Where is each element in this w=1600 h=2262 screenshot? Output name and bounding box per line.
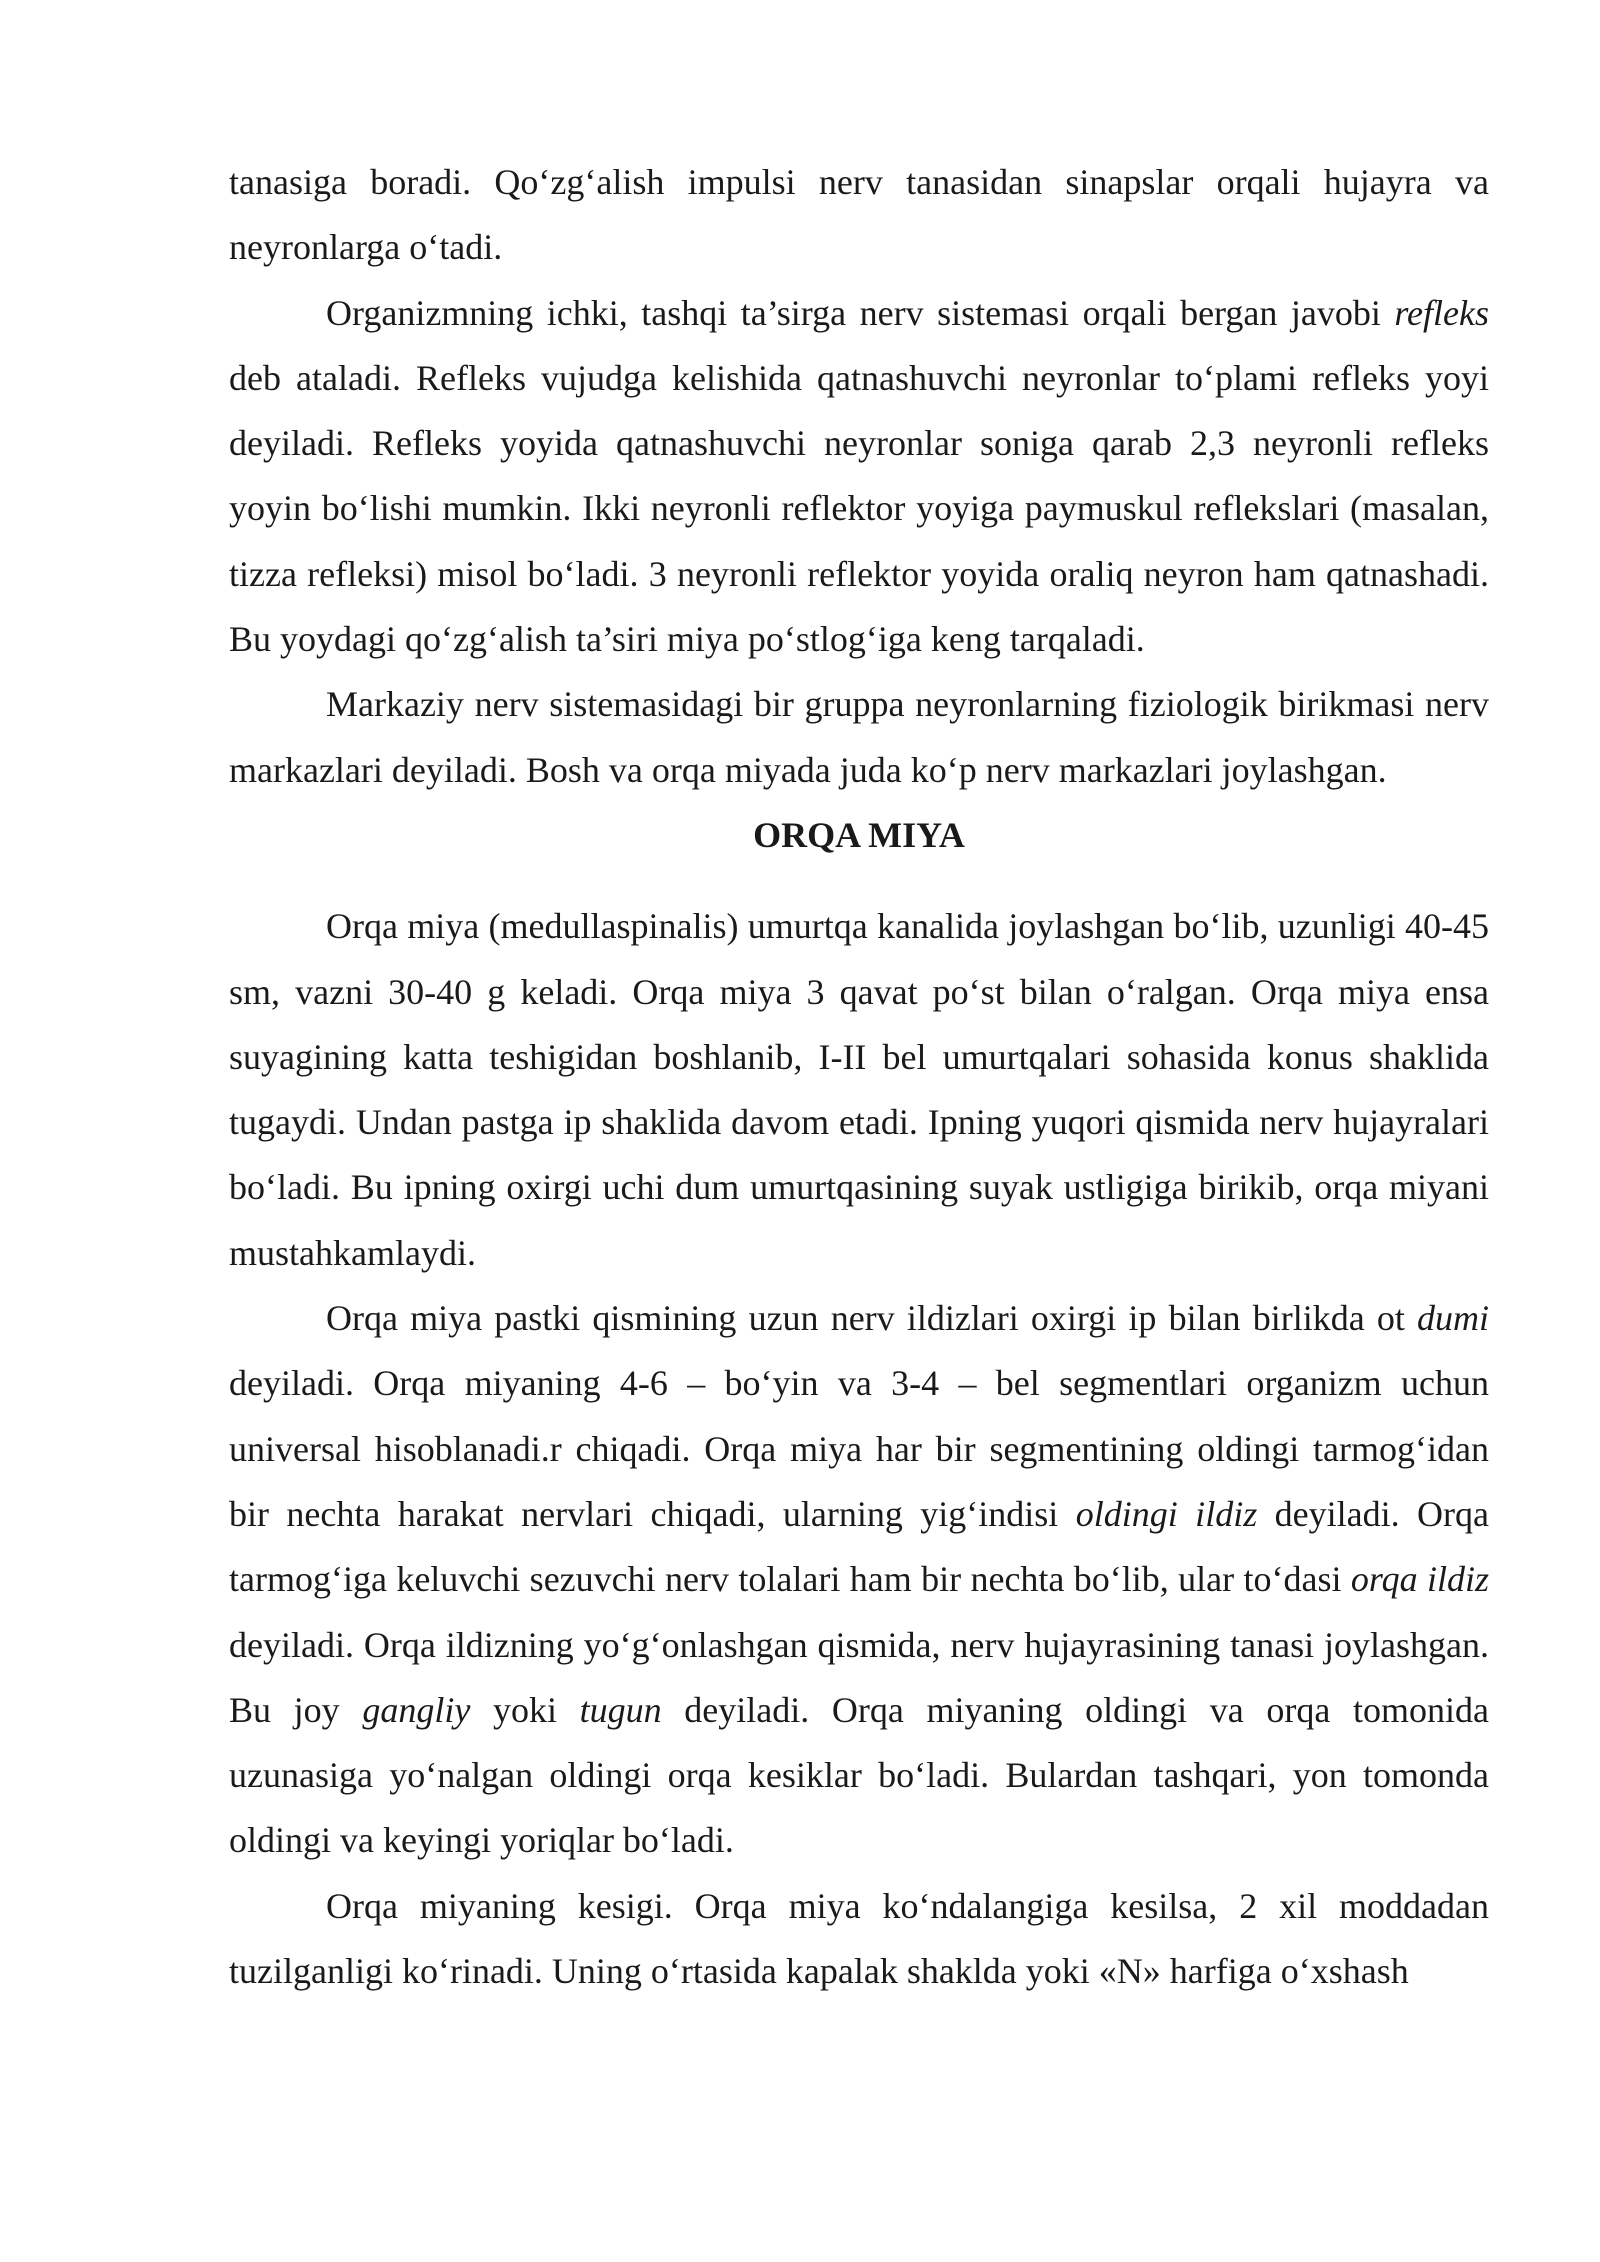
paragraph-2-text-a: Organizmning ichki, tashqi ta’sirga nerv sistemasi orqali bergan javobi <box>326 292 1395 333</box>
paragraph-2-text-b: deb ataladi. Refleks vujudga kelishida qatnashuvchi neyronlar to‘plami refleks yoyi deyiladi. Refleks yoyida qatnashuvchi neyronlar soniga qarab 2,3 neyronli refleks yoyin bo‘lishi mumkin. Ikki neyronli reflektor yoyiga paymuskul reflekslari (masalan, tizza refleksi) misol bo‘ladi. 3 neyronli reflektor yoyida oraliq neyron ham qatnashadi. Bu yoydagi qo‘zg‘alish ta’siri miya po‘stlog‘iga keng tarqaladi. <box>229 357 1489 660</box>
term-dumi: dumi <box>1417 1298 1489 1339</box>
paragraph-5-text-c: deyiladi. Orqa tarmog‘iga keluvchi sezuvchi nerv tolalari ham bir nechta bo‘lib, ular to‘dasi <box>229 1493 1489 1600</box>
paragraph-5-text-b: deyiladi. Orqa miyaning 4-6 – bo‘yin va 3-4 – bel segmentlari organizm uchun universal hisoblanadi.r chiqadi. Orqa miya har bir segmentining oldingi tarmog‘idan bir nechta harakat nervlari chiqadi, ularning yig‘indisi <box>229 1363 1489 1534</box>
paragraph-5-text-f: deyiladi. Orqa miyaning oldingi va orqa tomonida uzunasiga yo‘nalgan oldingi orqa kesiklar bo‘ladi. Bulardan tashqari, yon tomonda oldingi va keyingi yoriqlar bo‘ladi. <box>229 1689 1489 1861</box>
paragraph-5-text-e: yoki <box>470 1689 580 1730</box>
paragraph-5-text-a: Orqa miya pastki qismining uzun nerv ildizlari oxirgi ip bilan birlikda ot <box>326 1298 1417 1339</box>
section-heading: ORQA MIYA <box>753 814 965 855</box>
term-orqa-ildiz: orqa ildiz <box>1350 1559 1489 1600</box>
paragraph-1: tanasiga boradi. Qo‘zg‘alish impulsi nerv tanasidan sinapslar orqali hujayra va neyronlarga o‘tadi. <box>229 162 1489 268</box>
document-body <box>229 150 1489 2004</box>
term-gangliy: gangliy <box>362 1689 471 1730</box>
paragraph-2 <box>229 281 1489 673</box>
term-refleks: refleks <box>1394 292 1489 333</box>
paragraph-5-text-d: deyiladi. Orqa ildizning yo‘g‘onlashgan qismida, nerv hujayrasining tanasi joylashgan. Bu joy <box>229 1624 1489 1730</box>
paragraph-4: Orqa miya (medullaspinalis) umurtqa kanalida joylashgan bo‘lib, uzunligi 40-45 sm, vazni 30-40 g keladi. Orqa miya 3 qavat po‘st bilan o‘ralgan. Orqa miya ensa suyagining katta teshigidan boshlanib, I-II bel umurtqalari sohasida konus shaklida tugaydi. Undan pastga ip shaklida davom etadi. Ipning yuqori qismida nerv hujayralari bo‘ladi. Bu ipning oxirgi uchi dum umurtqasining suyak ustligiga birikib, orqa miyani mustahkamlaydi. <box>229 906 1489 1273</box>
term-oldingi-ildiz: oldingi ildiz <box>1075 1493 1258 1534</box>
term-tugun: tugun <box>579 1689 662 1730</box>
paragraph-3: Markaziy nerv sistemasidagi bir gruppa neyronlarning fiziologik birikmasi nerv markazlari deyiladi. Bosh va orqa miyada juda ko‘p nerv markazlari joylashgan. <box>229 684 1489 790</box>
paragraph-6: Orqa miyaning kesigi. Orqa miya ko‘ndalangiga kesilsa, 2 xil moddadan tuzilganligi ko‘rinadi. Uning o‘rtasida kapalak shaklda yoki «N» harfiga o‘xshash <box>229 1885 1489 1992</box>
paragraph-5 <box>229 1286 1489 1874</box>
